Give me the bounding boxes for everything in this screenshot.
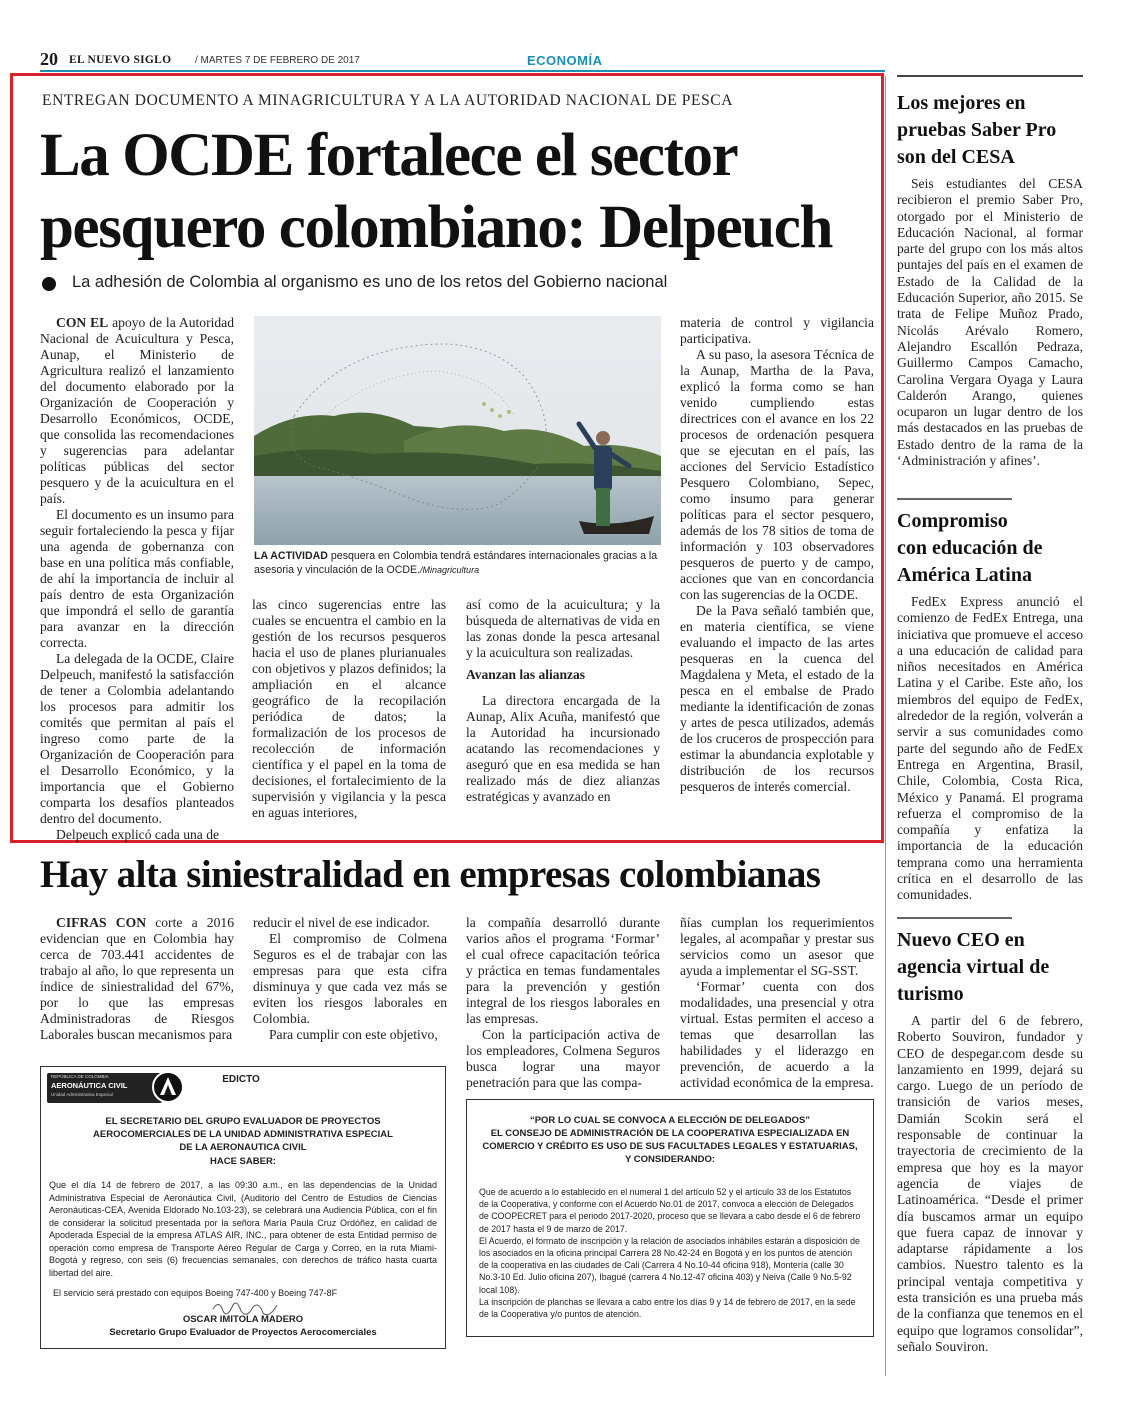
paragraph: La directora encargada de la Aunap, Alix Acuña, manifestó que la Autoridad ha incursionado acatando las recomendaciones y aseguró que en esa medida se han realizado más de diez alianzas estratégicas y avanzado en: [466, 693, 660, 804]
article-column-2: [252, 597, 446, 821]
paragraph: El Acuerdo, el formato de inscripción y la relación de asociados inhábiles estarán a disposición de los asociados en la oficina principal Carrera 28 No.42-24 en Bogotá y en los puntos de atención de la cooperativa en las ciudades de Cali (Carrera 4 No.10-44 oficina 918), Montería (calle 30 No.3-10 Ed. Julio oficina 207), Ibagué (carrera 4 No.12-47 oficina 403) y Neiva (Calle 9 No.5-92 local 108).: [479, 1235, 860, 1295]
paragraph: Que de acuerdo a lo establecido en el numeral 1 del artículo 52 y el artículo 33 de los Estatutos de la Cooperativa, y conforme con el Acuerdo No.01 de 2017, convoca a elección de Delegados de COOPECRET para el periodo 2017-2020, proceso que se llevara a cabo desde el 6 de febrero de 2017 hasta el 9 de marzo de 2017.: [479, 1187, 861, 1234]
paragraph: las cinco sugerencias entre las cuales se encuentra el cambio en la gestión de los recursos pesqueros hacia el uso de planes plurianuales con objetivos y plazos definidos; la ampliación en el alcance geográfico de la recopilación periódica de datos; la formalización de los procesos de recolección de información científica y el papel en la toma de decisiones, el fortalecimiento de la supervisión y vigilancia y la pesca en aguas interiores,: [252, 597, 446, 820]
aerocivil-emblem-icon: [152, 1071, 184, 1103]
sidebar-title: Compromiso con educación de América Latina: [897, 510, 1043, 586]
logo-text: AERONÁUTICA CIVIL: [51, 1081, 128, 1090]
sidebar-item-3: [897, 927, 1083, 1355]
paragraph: La inscripción de planchas se llevara a cabo entre los días 9 y 14 de febrero de 2017, en la sede de la Cooperativa y/o puntos de atención.: [479, 1296, 856, 1320]
second-column-4: [680, 915, 874, 1091]
sidebar-rule: [897, 498, 1012, 500]
paragraph: La delegada de la OCDE, Claire Delpeuch, manifestó la satisfacción de tener a Colombia adelantando los procesos para admitir los comités que permitan al país el ingreso como parte de la Organización de Cooperación para el Desarrollo Económico, y la importancia que el Gobierno comparta los desafíos planteados dentro del documento.: [40, 651, 234, 826]
paragraph: así como de la acuicultura; y la búsqueda de alternativas de vida en las zonas donde la pesca artesanal y la acuicultura son realizadas.: [466, 597, 660, 660]
edicto-body: Que el día 14 de febrero de 2017, a las 09:30 a.m., en las dependencias de la Unidad Administrativa Especial de Aeronáutica Civil, (Auditorio del Centro de Estudios de Ciencias Aeronáuticas-CEA, Avenida Eldorado No.103-23), se celebrará una Audiencia Pública, con el fin de considerar la solicitud presentada por la señora María Paula Cruz Ordóñez, en calidad de Apoderada Especial de la empresa ATLAS AIR, INC., para obtener de esta Entidad permiso de operación como empresa de Transporte Aéreo Regular de Carga y Correo, en la ruta Miami- Bogotá y regreso, con seis (6) frecuencias semanales, con derechos de tráfico hasta cuarta libertad del aire.: [49, 1180, 437, 1278]
article-kicker: ENTREGAN DOCUMENTO A MINAGRICULTURA Y A LA AUTORIDAD NACIONAL DE PESCA: [42, 92, 734, 109]
second-column-1: CIFRAS CON corte a 2016 evidencian que en Colombia hay cerca de 703.441 accidentes de trabajo al año, lo que representa un índice de siniestralidad del 67%, por lo que las empresas Administradoras de Riesgos Laborales buscan mecanismos para: [40, 915, 234, 1042]
edicto-notice: [40, 1066, 446, 1349]
article-headline-line2: pesquero colombiano: Delpeuch: [40, 194, 832, 261]
lead-in: CON EL: [56, 315, 109, 330]
sidebar-item-1: [897, 90, 1083, 469]
fisherman-photo: [254, 316, 661, 545]
paragraph: A su paso, la asesora Técnica de la Aunap, Martha de la Pava, explicó la forma como se han venido cumpliendo estas directrices con el avance en los 22 procesos de ordenación pesquera que se ejecutan en el país, las acciones del Servicio Estadístico Pesquero Colombiano, Sepec, como insumo para generar políticas para el sector pesquero, además de los 78 sitios de toma de información y 103 observadores pesqueros de puerto y de campo, acciones que van en concordancia con las sugerencias de la OCDE.: [680, 347, 874, 602]
edicto-service: El servicio será prestado con equipos Boeing 747-400 y Boeing 747-8F: [53, 1288, 338, 1298]
photo-credit: /Minagricultura: [420, 565, 480, 575]
sidebar-body: A partir del 6 de febrero, Roberto Souviron, fundador y CEO de despegar.com desde su lanzamiento en 1999, dejará su cargo. Luego de un período de transición de varios meses, Damián Scokin será el responsable de continuar la trayectoria de crecimiento de la empresa que hoy es la mayor agencia de viajes de Latinoamérica. “Desde el primer día buscamos armar un equipo que fuera capaz de innovar y adaptarse rápidamente a los cambios. Nuestro talento es la principal ventaja competitiva y esta transición es una prueba más de la confianza que tenemos en el equipo que logramos consolidar”, señalo Souviron.: [897, 1013, 1083, 1354]
signer-name: OSCAR IMITOLA MADERO: [182, 1314, 304, 1325]
caption-text: pesquera en Colombia tendrá estándares internacionales gracias a la asesoria y vinculación de la OCDE.: [254, 550, 658, 576]
sidebar-title: Los mejores en pruebas Saber Pro son del CESA: [897, 92, 1057, 168]
paragraph: la compañía desarrolló durante varios años el programa ‘Formar’ el cual ofrece capacitación teórica y práctica en temas fundamentales para la prevención y gestión integral de los riesgos laborales en las empresas.: [466, 915, 660, 1026]
logo-sub: Unidad Administrativa Especial: [51, 1092, 113, 1097]
deck-bullet: [42, 277, 56, 291]
coop-body: [479, 1186, 861, 1320]
paragraph: Para cumplir con este objetivo,: [269, 1027, 438, 1042]
article-column-1: CON EL apoyo de la Autoridad Nacional de Acuicultura y Pesca, Aunap, el Ministerio de Agricultura realizó el lanzamiento del documento elaborado por la Organización de Cooperación y Desarrollo Económicos, OCDE, que consolida las recomendaciones y sugerencias para adelantar políticas públicas del sector pesquero y de la acuicultura en el país. El documento es un insumo para seguir fortaleciendo la pesca y fijar una agenda de gobernanza con base en una política más confiable, de ahí la importancia de incluir al país dentro de esta Organización que impondrá el sello de garantía para avanzar en la dirección correcta. La delegada de la OCDE, Claire Delpeuch, manifestó la satisfacción de tener a Colombia adelantando los procesos para admitir los comités que permitan al país el ingreso como parte de la Organización de Cooperación para el Desarrollo Económico, y la importancia que el Gobierno comparta los desafíos planteados dentro del documento. Delpeuch explicó cada una de: [40, 315, 234, 842]
masthead-date: / MARTES 7 DE FEBRERO DE 2017: [195, 55, 360, 66]
paragraph: materia de control y vigilancia participativa.: [680, 315, 874, 346]
article-deck: La adhesión de Colombia al organismo es uno de los retos del Gobierno nacional: [72, 273, 668, 291]
aerocivil-logo: [47, 1073, 192, 1109]
article-column-3: [466, 597, 660, 805]
sidebar-title: Nuevo CEO en agencia virtual de turismo: [897, 929, 1050, 1005]
sidebar-item-2: [897, 508, 1083, 904]
sidebar-body: Seis estudiantes del CESA recibieron el premio Saber Pro, otorgado por el Ministerio de Educación Nacional, al formar parte del grupo con los más altos puntajes del país en el examen de Estado de la Calidad de la Educación Superior, año 2015. Se trata de Felipe Muñoz Prado, Nicolás Arévalo Romero, Alejandro Escallón Pedraza, Guillermo Campos Camacho, Carolina Vergara Oyaga y Laura Calderón Arango, quienes ocuparon un lugar dentro de los más destacados en las pruebas de Estado dentro de la rama de la ‘Administración y afines’.: [897, 176, 1083, 469]
second-headline: Hay alta siniestralidad en empresas colombianas: [40, 853, 821, 896]
article-column-4: [680, 315, 874, 795]
paragraph: El compromiso de Colmena Seguros es el de trabajar con las empresas para que esta cifra disminuya y que cada vez más se eviten los riesgos laborales en Colombia.: [253, 931, 447, 1026]
signer-title: Secretario Grupo Evaluador de Proyectos Aerocomerciales: [109, 1327, 377, 1338]
sidebar-divider: [885, 76, 886, 1376]
paragraph: ‘Formar’ cuenta con dos modalidades, una presencial y otra virtual. Estas permiten el acceso a temas que desarrollan las habilidades y el liderazgo en prevención, de acuerdo a la actividad económica de la empresa.: [680, 979, 874, 1090]
logo-small-text: REPÚBLICA DE COLOMBIA: [51, 1074, 109, 1079]
article-headline-line1: La OCDE fortalece el sector: [40, 122, 738, 189]
sidebar-rule: [897, 917, 1012, 919]
article-subhead: Avanzan las alianzas: [466, 667, 586, 682]
sidebar-top-rule: [897, 75, 1083, 77]
cooperativa-notice: [466, 1099, 874, 1337]
page-number: 20: [40, 49, 58, 69]
sidebar-body: FedEx Express anunció el comienzo de FedEx Entrega, una iniciativa que promueve el acceso a una educación de calidad para niños necesitados en América Latina y el Caribe. Este año, los miembros del equipo de FedEx, alrededor de la región, volverán a servir a sus comunidades como parte del segundo año de FedEx Entrega en Argentina, Brasil, Chile, Colombia, Costa Rica, México y Panamá. El programa refuerza el compromiso de la compañía y enfatiza la importancia de la educación temprana como una herramienta crítica en el desarrollo de las comunidades.: [897, 594, 1083, 903]
photo-caption: [254, 549, 664, 577]
edicto-heading: EL SECRETARIO DEL GRUPO EVALUADOR DE PROYECTOS AEROCOMERCIALES DE LA UNIDAD ADMINISTRATIVA ESPECIAL DE LA AERONAUTICA CIVIL: [93, 1116, 393, 1153]
paragraph: reducir el nivel de ese indicador.: [253, 915, 430, 930]
lead-in: CIFRAS CON: [56, 915, 147, 930]
paragraph: Delpeuch explicó cada una de: [56, 827, 220, 842]
paragraph: ñías cumplan los requerimientos legales, al acompañar y prestar sus servicios como un asesor que ayuda a implementar el SG-SST.: [680, 915, 874, 978]
second-column-2: [253, 915, 447, 1043]
section-label: ECONOMÍA: [527, 53, 603, 68]
second-column-3: [466, 915, 660, 1091]
masthead: [40, 46, 885, 72]
caption-lead: LA ACTIVIDAD: [254, 550, 328, 562]
paper-name: EL NUEVO SIGLO: [69, 54, 172, 66]
edicto-title: EDICTO: [222, 1074, 260, 1085]
paragraph: De la Pava señaló también que, en materia científica, se viene evaluando el impacto de las artes pesqueras en la cuenca del Magdalena y Meta, el estado de la pesca en el embalse de Prado mediante la identificación de zonas y artes de pesca utilizados, además de los cruceros de prospección para estimar la abundancia explotable y distribución de los recursos pesqueros de interés comercial.: [680, 603, 874, 794]
hace-saber: HACE SABER:: [210, 1156, 276, 1167]
paragraph: Con la participación activa de los empleadores, Colmena Seguros busca lograr una mayor penetración para que las compa-: [466, 1027, 660, 1090]
section-underline: [40, 70, 885, 72]
paragraph: El documento es un insumo para seguir fortaleciendo la pesca y fijar una agenda de gobernanza con base en una política más confiable, de ahí la importancia de incluir al país dentro de esta Organización que impondrá el sello de garantía para avanzar en la dirección correcta.: [40, 507, 234, 650]
coop-heading: “POR LO CUAL SE CONVOCA A ELECCIÓN DE DELEGADOS” EL CONSEJO DE ADMINISTRACIÓN DE LA COOPERATIVA ESPECIALIZADA EN COMERCIO Y CRÉDITO ES USO DE SUS FACULTADES LEGALES Y ESTATUARIAS, Y CONSIDERANDO:: [482, 1115, 858, 1165]
